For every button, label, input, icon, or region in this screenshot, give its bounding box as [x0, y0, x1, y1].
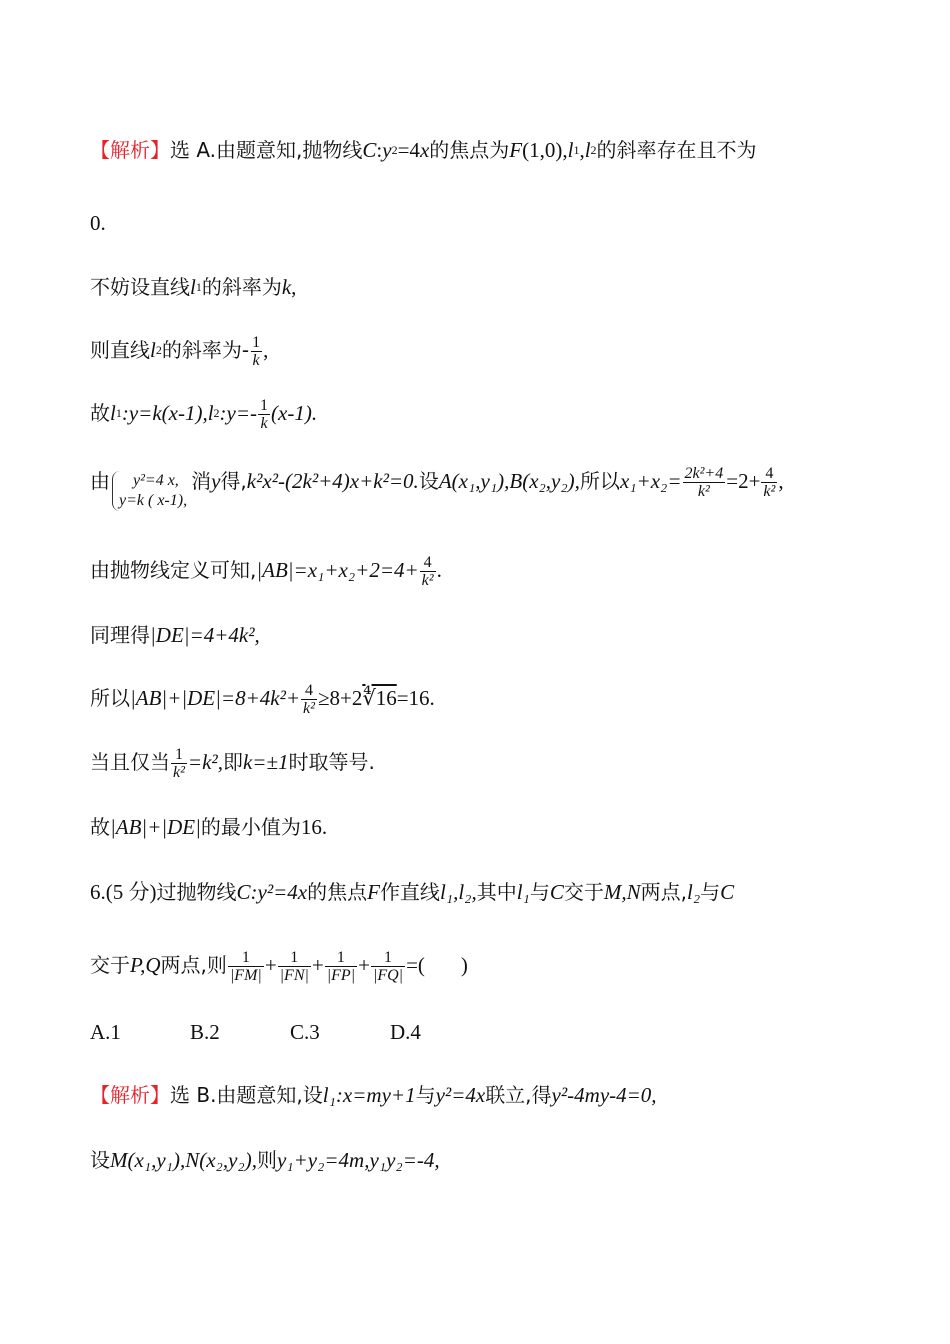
- math: :y=k(x-1),: [121, 401, 208, 425]
- question-6-line-1: [90, 877, 734, 907]
- math: =2+: [726, 469, 761, 493]
- text: 设: [418, 469, 439, 493]
- solution-2-line-2: [90, 1145, 440, 1175]
- fraction: [301, 683, 317, 717]
- math: =(: [406, 953, 425, 977]
- math: +: [358, 953, 370, 977]
- solution-1-line-9: [90, 682, 435, 717]
- math: C: [720, 880, 735, 904]
- text: 选 A.由题意知,抛物线: [170, 138, 363, 162]
- math: l₁: [516, 880, 530, 904]
- text: 由抛物线定义可知,: [90, 558, 257, 582]
- text: 两点,则: [160, 953, 227, 977]
- solution-1-line-1: 【解析】 选 A.由题意知,抛物线 C : y 2 =4 x 的焦点为 F (1,0), l 1 , l 2 的斜率存在且不为: [90, 135, 757, 165]
- fraction: [325, 950, 357, 984]
- text: 消: [191, 469, 212, 493]
- numerator: 1: [174, 746, 183, 763]
- fraction: [683, 466, 726, 500]
- denominator: |FP|: [326, 967, 356, 984]
- math: x: [419, 138, 430, 162]
- text: 即: [222, 750, 243, 774]
- text: 其中: [476, 880, 517, 904]
- math: l₁,l₂,: [439, 880, 477, 904]
- denominator: k²: [421, 572, 434, 589]
- solution-2-line-1: [90, 1080, 657, 1110]
- math: |AB|+|DE|=8+4k²+: [130, 686, 301, 710]
- text: 选 B.由题意知,设: [170, 1083, 323, 1107]
- solution-1-line-7: [90, 554, 442, 589]
- solution-1-line-4: 则直线 l 2 的斜率为- $\frac{1}{k}$ ,: [90, 334, 269, 369]
- math: l: [584, 138, 591, 162]
- numerator: 1: [260, 397, 269, 414]
- fourth-root: ∜16: [362, 686, 397, 710]
- math: y²-4my-4=0,: [551, 1083, 657, 1107]
- solution-1-line-11: [90, 812, 327, 842]
- denominator: k²: [697, 483, 710, 500]
- text: 的最小值为: [200, 815, 301, 839]
- equation: y=k ( x-1),: [119, 492, 188, 509]
- question-6-line-2: [90, 949, 468, 984]
- math: l: [207, 401, 214, 425]
- math: l₂: [686, 880, 701, 904]
- math: P,Q: [130, 953, 161, 977]
- math: |DE|=4+4k²,: [150, 623, 260, 647]
- math: ,: [263, 338, 269, 362]
- text: 的焦点: [307, 880, 368, 904]
- math: .: [436, 558, 442, 582]
- text: 则直线: [90, 338, 150, 362]
- math: x₁+x₂=: [619, 469, 682, 493]
- denominator: k²: [173, 764, 185, 781]
- math: C: [549, 880, 564, 904]
- choice-d: D.4: [390, 1020, 421, 1044]
- numerator: 2k²+4: [684, 465, 724, 482]
- fraction: [278, 950, 311, 984]
- math: +: [311, 953, 324, 977]
- math: k: [281, 275, 292, 299]
- numerator: 4: [305, 682, 313, 699]
- math: M,N: [603, 880, 641, 904]
- math: 16.: [300, 815, 328, 839]
- text: 不妨设直线: [90, 275, 190, 299]
- numerator: 4: [765, 465, 774, 482]
- denominator: k: [260, 415, 268, 432]
- fraction: [228, 950, 264, 984]
- fraction: [250, 335, 262, 369]
- math: F: [509, 138, 523, 162]
- text: 作直线: [379, 880, 440, 904]
- solution-1-line-2: [90, 208, 106, 238]
- denominator: k²: [303, 700, 315, 717]
- text: 的斜率为: [201, 275, 282, 299]
- choice-c: C.3: [290, 1020, 320, 1044]
- denominator: k: [252, 352, 260, 369]
- math: l₁:x=my+1: [322, 1083, 416, 1107]
- math: l: [150, 338, 156, 362]
- math: :: [376, 138, 383, 162]
- math: |AB|+|DE|: [110, 815, 201, 839]
- text: 的斜率为-: [161, 338, 250, 362]
- numerator: 4: [423, 554, 432, 571]
- text: 0.: [90, 211, 106, 235]
- numerator: 1: [290, 949, 299, 966]
- analysis-tag: 【解析】: [90, 1083, 170, 1107]
- text: 过抛物线: [156, 880, 237, 904]
- solution-1-line-10: [90, 746, 375, 781]
- text: 联立,得: [485, 1083, 552, 1107]
- text: 所以: [90, 686, 130, 710]
- solution-1-line-5: 故 l 1 :y=k(x-1), l 2 :y=- $\frac{1}{k}$ (x-1).: [90, 397, 318, 432]
- math: y²=4x: [435, 1083, 486, 1107]
- text: 的焦点为: [429, 138, 510, 162]
- solution-1-line-8: [90, 620, 260, 650]
- math: k=±1: [242, 750, 289, 774]
- fraction: [258, 398, 270, 432]
- math: ,: [579, 138, 585, 162]
- choice-b: B.2: [190, 1020, 220, 1044]
- math: ,: [778, 469, 784, 493]
- math: =4: [397, 138, 420, 162]
- math: A(x₁,y₁),B(x₂,y₂),: [438, 469, 580, 493]
- numerator: 1: [252, 334, 261, 351]
- math: y₁+y₂=4m,y₁y₂=-4,: [276, 1148, 440, 1172]
- math: +: [264, 953, 277, 977]
- math: y: [382, 138, 392, 162]
- math: =16.: [396, 686, 435, 710]
- numerator: 1: [336, 949, 345, 966]
- math: (x-1).: [271, 401, 318, 425]
- math: =k²,: [187, 750, 223, 774]
- math: M(x₁,y₁),N(x₂,y₂),: [110, 1148, 257, 1172]
- numerator: 1: [241, 949, 250, 966]
- text: 当且仅当: [90, 750, 170, 774]
- text: 则: [256, 1148, 277, 1172]
- math: |AB|=x₁+x₂+2=4+: [256, 558, 419, 582]
- solution-1-line-3: 不妨设直线 l 1 的斜率为 k ,: [90, 272, 296, 302]
- question-number: 6.(5 分): [90, 880, 157, 904]
- fraction: [171, 747, 187, 781]
- text: 与: [529, 880, 550, 904]
- fraction: [761, 466, 777, 500]
- text: 设: [90, 1148, 110, 1172]
- denominator: |FM|: [229, 967, 262, 984]
- math: l: [567, 138, 574, 162]
- question-6-choices: [90, 1017, 490, 1047]
- math: ≥8+2: [317, 686, 363, 710]
- denominator: k²: [763, 483, 776, 500]
- fraction: [371, 950, 405, 984]
- text: 时取等号.: [288, 750, 375, 774]
- math: l: [190, 275, 196, 299]
- math: F: [367, 880, 380, 904]
- text: 与: [700, 880, 721, 904]
- equation-system: [112, 471, 187, 511]
- text: 交于: [563, 880, 604, 904]
- text: 同理得: [90, 623, 150, 647]
- text: 由: [90, 469, 110, 493]
- math: :y=-: [219, 401, 258, 425]
- text: 故: [90, 815, 110, 839]
- fraction: [420, 555, 436, 589]
- solution-1-line-6: [90, 465, 784, 509]
- math: C: [362, 138, 377, 162]
- text: 故: [90, 401, 110, 425]
- math: k²x²-(2k²+4)x+k²=0.: [246, 469, 419, 493]
- analysis-tag: 【解析】: [90, 138, 170, 162]
- math: y: [211, 469, 221, 493]
- math: ): [460, 953, 468, 977]
- text: 交于: [90, 953, 130, 977]
- text: 得,: [220, 469, 247, 493]
- equation: y²=4 x,: [133, 472, 179, 489]
- denominator: |FN|: [279, 967, 309, 984]
- numerator: 1: [384, 949, 392, 966]
- math: C:y²=4x: [236, 880, 308, 904]
- text: 所以: [579, 469, 620, 493]
- math: ,: [291, 275, 297, 299]
- math: (1,0),: [522, 138, 568, 162]
- text: 两点,: [640, 880, 687, 904]
- text: 的斜率存在且不为: [596, 138, 757, 162]
- choice-a: A.1: [90, 1020, 121, 1044]
- text: 与: [415, 1083, 436, 1107]
- denominator: |FQ|: [372, 967, 404, 984]
- math: l: [110, 401, 116, 425]
